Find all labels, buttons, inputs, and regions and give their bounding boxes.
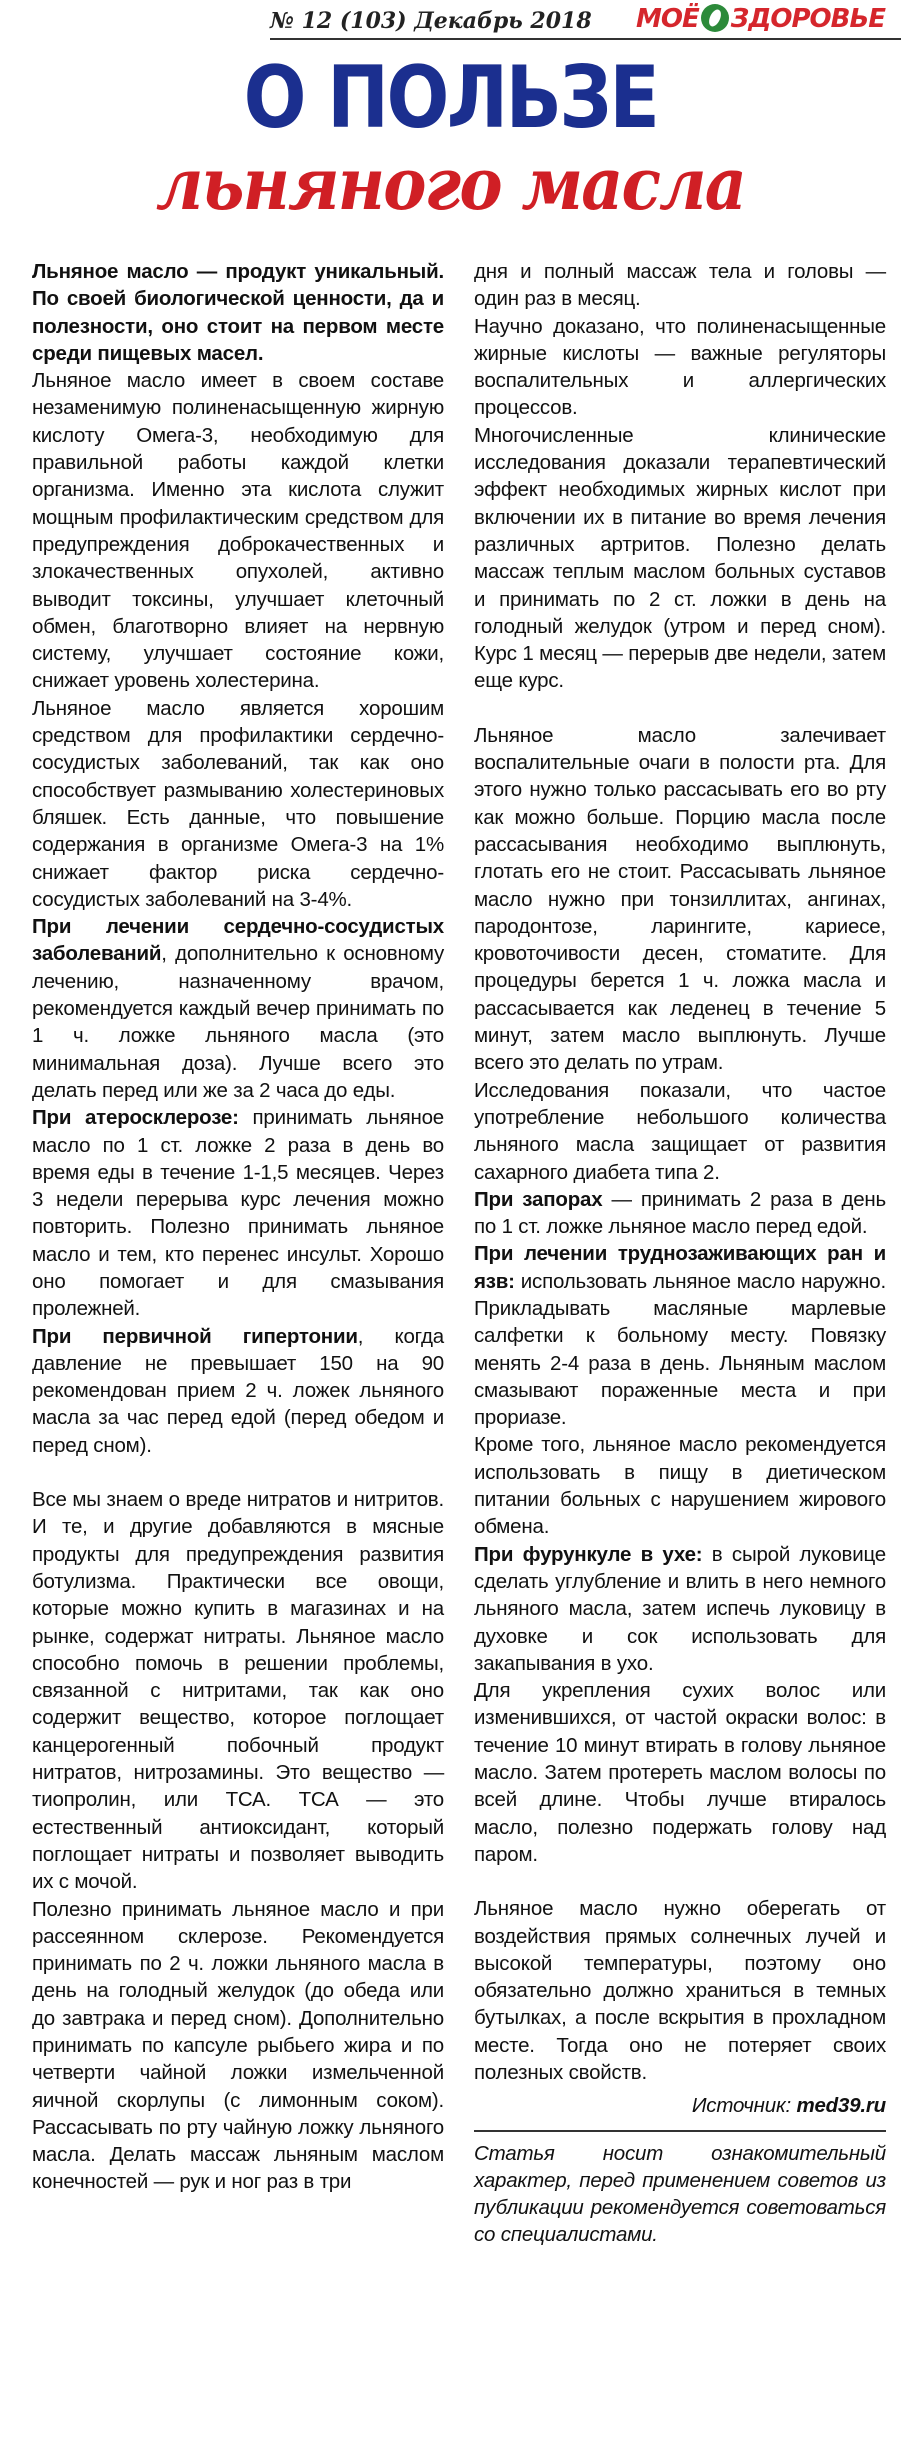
leaf-icon (701, 4, 729, 32)
paragraph: Для укрепления сухих волос или изменившихся, от частой окраски волос: в течение 10 минут втирать в голову льняное масло. Затем протереть маслом волосы по всей длине. Чтобы лучше втиралось масло, полезно подержать голову над паром. (474, 1679, 886, 1866)
paragraph-heading: При первичной гипертонии (32, 1324, 358, 1348)
magazine-logo (636, 4, 885, 34)
paragraph (32, 913, 444, 1104)
source-value: med39.ru (796, 2094, 886, 2118)
paragraph (32, 1323, 444, 1459)
paragraph-text: — принимать 2 раза в день по 1 ст. ложке льняное масло перед едой. (474, 1187, 887, 1239)
paragraph-heading: При лечении труднозаживающих ран и язв: (474, 1242, 886, 1293)
paragraph: Исследования показали, что частое употребление небольшого количества льняного масла защищает от развития сахарного диабета типа 2. (474, 1078, 886, 1184)
paragraph-text: , когда давление не превышает 150 на 90 рекомендован прием 2 ч. ложек льняного масла за час перед едой (перед обедом и перед сном). (32, 1324, 444, 1457)
paragraph: Все мы знаем о вреде нитратов и нитритов. И те, и другие добавляются в мясные продукты для предупреждения развития ботулизма. Практически все овощи, которые можно купить в магазинах и на рынке, содержат нитраты. Льняное масло способно помочь в решении проблемы, связанной с нитритами, так как оно содержит вещество, которое поглощает канцерогенный побочный продукт нитратов, нитрозамины. Это вещество — тиопролин, или ТСА. ТСА — это естественный антиоксидант, который поглощает нитраты и позволяет выводить их с мочой. (32, 1488, 444, 1894)
paragraph-heading: При атеросклерозе: (32, 1106, 239, 1130)
left-column (32, 258, 444, 2196)
paragraph: Полезно принимать льняное масло и при рассеянном склерозе. Рекомендуется принимать по 2 ч. ложки льняного масла в день на голодный желудок (до обеда или до завтрака и перед сном). Дополнительно принимать по капсуле рыбьего жира и по четверти чайной ложки измельченной яичной скорлупы (с лимонным соком). Рассасывать по рту чайную ложку льняного масла. Делать массаж льняным маслом конечностей — рук и ног раз в три (32, 1897, 444, 2194)
paragraph (474, 1186, 886, 1241)
page-header (0, 0, 901, 50)
paragraph-text: , дополнительно к основному лечению, назначенному врачом, рекомендуется каждый вечер принимать по 1 ч. ложке льняного масла (это минимальная доза). Лучше всего это делать перед или же за 2 часа до еды. (32, 942, 444, 1102)
disclaimer: Статья носит ознакомительный характер, перед применением советов из публикации рекомендуется советоваться со специалистами. (474, 2141, 886, 2247)
disclaimer-divider (474, 2130, 886, 2132)
paragraph: Льняное масло имеет в своем составе незаменимую полиненасыщенную жирную кислоту Омега-3, необходимую для правильной работы каждой клетки организма. Именно эта кислота служит мощным профилактическим средством для предупреждения доброкачественных и злокачественных опухолей, активно выводит токсины, улучшает клеточный обмен, благотворно влияет на нервную систему, улучшает состояние кожи, снижает уровень холестерина. (32, 369, 444, 693)
paragraph: дня и полный массаж тела и головы — один раз в месяц. (474, 260, 886, 311)
header-rule (270, 38, 901, 40)
paragraph (474, 1541, 886, 1677)
headline-line-2: льняного масла (156, 141, 745, 226)
paragraph: Льняное масло является хорошим средством для профилактики сердечно-сосудистых заболеваний, так как оно способствует размыванию холестериновых бляшек. Есть данные, что повышение содержания в организме Омега-3 на 1% снижает фактор риска сердечно-сосудистых заболеваний на 3-4%. (32, 696, 444, 911)
logo-word-2: ЗДОРОВЬЕ (730, 4, 886, 34)
issue-number: № 12 (103) Декабрь 2018 (270, 8, 592, 34)
paragraph-text: использовать льняное масло наружно. Прикладывать масляные марлевые салфетки к больному месту. Повязку менять 2-4 раза в день. Льняным маслом смазывают пораженные места и при прориазе. (474, 1269, 886, 1430)
source-line (474, 2092, 886, 2119)
paragraph: Льняное масло залечивает воспалительные очаги в полости рта. Для этого нужно только рассасывать его во рту как можно больше. Порцию масла после рассасывания необходимо выплюнуть, глотать его не стоит. Рассасывать льняное масло нужно при тонзиллитах, ангинах, пародонтозе, ларингите, кариесе, кровоточивости десен, стоматите. Для процедуры берется 1 ч. ложка масла и рассасывается как леденец в течение 5 минут, затем масло выплюнуть. Лучше всего это делать по утрам. (474, 723, 886, 1075)
paragraph-heading: При фурункуле в ухе: (474, 1542, 703, 1566)
source-label: Источник: (691, 2094, 797, 2118)
headline-line-1: О ПОЛЬЗЕ (243, 48, 658, 148)
logo-word-1: МОЁ (636, 4, 699, 34)
paragraph: Научно доказано, что полиненасыщенные жирные кислоты — важные регуляторы воспалительных и аллергических процессов. (474, 314, 886, 420)
paragraph-text: принимать льняное масло по 1 ст. ложке 2 раза в день во время еды в течение 1-1,5 месяцев. Через 3 недели перерыва курс лечения можно повторить. Полезно принимать льняное масло и тем, кто перенес инсульт. Хорошо оно помогает и для смазывания пролежней. (32, 1106, 444, 1321)
paragraph-heading: При запорах (474, 1187, 603, 1211)
right-column (474, 258, 886, 2249)
paragraph: Многочисленные клинические исследования доказали терапевтический эффект необходимых жирных кислот при включении их в питание во время лечения различных артритов. Полезно делать массаж теплым маслом больных суставов и принимать по 2 ст. ложки в день на голодный желудок (утром и перед сном). Курс 1 месяц — перерыв две недели, затем еще курс. (474, 423, 886, 693)
lead-paragraph: Льняное масло — продукт уникальный. По своей биологической ценности, да и полезности, оно стоит на первом месте среди пищевых масел. (32, 260, 444, 365)
paragraph-heading: При лечении сердечно-сосудистых заболеваний (32, 915, 444, 966)
paragraph (474, 1240, 886, 1431)
paragraph (32, 1104, 444, 1322)
paragraph: Льняное масло нужно оберегать от воздействия прямых солнечных лучей и высокой температуры, поэтому оно обязательно должно храниться в темных бутылках, а после вскрытия в прохладном месте. Тогда оно не потеряет своих полезных свойств. (474, 1897, 886, 2084)
paragraph: Кроме того, льняное масло рекомендуется использовать в пищу в диетическом питании больных с нарушением жирового обмена. (474, 1433, 886, 1539)
paragraph-text: в сырой луковице сделать углубление и влить в него немного льняного масла, затем испечь луковицу в духовке и сок использовать для закапывания в ухо. (474, 1542, 886, 1675)
